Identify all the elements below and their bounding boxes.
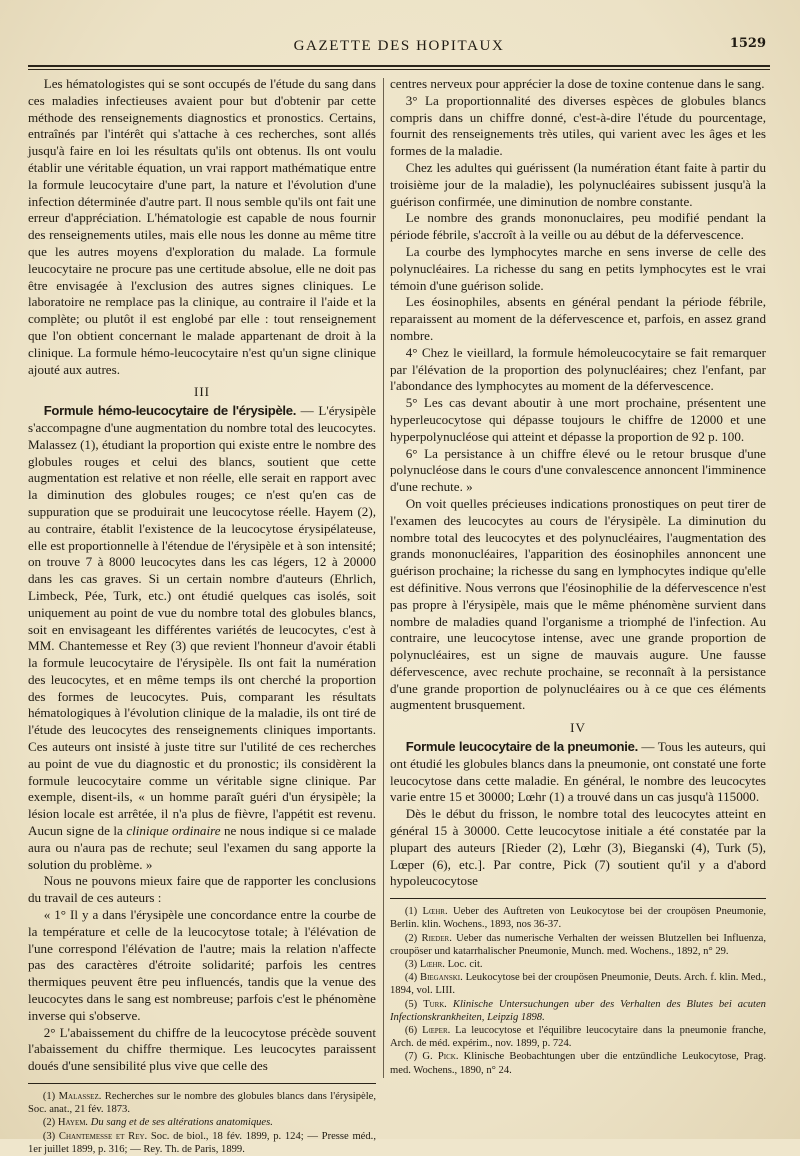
paragraph: On voit quelles précieuses indications pronostiques on peut tirer de l'examen des leucocytes au cours de l'érysipèle. La diminution du nombre total des leucocytes et des polynucléaires, l'augmentation des grands mononucléaires, l'apparition des éosinophiles annoncent une guérison prochaine; la richesse du sang en lymphocytes indique qu'elle est définitive. Nous verrons que l'éosinophilie de la défervescence n'est pas propre à l'érysipèle, mais que le même phénomène survient dans nombre de maladies quand l'organisme a triomphé de l'infection. Au contraire, une leucocytose intense, avec une grande proportion de polynucléaires, est un signe de mauvais augure. Une fausse défervescence, avec rechute prochaine, se reconnaît à la persistance d'une grande proportion de polynucléaires ou à ce que ces éléments augmentent brusquement.	[390, 495, 766, 713]
section-heading: Formule hémo-leucocytaire de l'érysipèle.	[43, 403, 297, 419]
paragraph: « 1° Il y a dans l'érysipèle une concordance entre la courbe de la température et celle de la leucocytose totale; à l'élévation de l'une correspond l'élévation de l'autre; mais la relation n'affecte pas des caractères d'étroite solidarité; parfois les centres thermiques peuvent être peu influencés, tandis que la venue des leucocytes dans le sang est nombreuse; parfois c'est le phénomène inverse qui s'observe.	[28, 907, 376, 1023]
section-text-end: ne nous indique si ce malade aura ou n'aura pas de rechute; seul l'examen du sang apporte la solution du problème. »	[28, 823, 377, 872]
footnote: (2) Hayem. Du sang et de ses altérations anatomiques.	[42, 1117, 273, 1129]
paragraph: 2° L'abaissement du chiffre de la leucocytose précède souvent l'abaissement du chiffre thermique. Les leucocytes paraissent doués d'une sensibilité plus vive que celle des	[28, 1024, 376, 1074]
page-number: 1529	[729, 36, 766, 51]
section-paragraph	[390, 739, 766, 806]
paragraph: Les hématologistes qui se sont occupés de l'étude du sang dans ces maladies infectieuses avaient pour but d'obtenir par cette méthode des renseignements diagnostics et pronostics. Certains, entraînés par l'intérêt qui s'attache à ces recherches, sont allés jusqu'à faire en loi les résultats qu'ils ont obtenus. Ils ont voulu établir une véritable équation, un vrai rapport mathématique entre la formule leucocytaire d'une part, la nature et l'évolution d'une infection déterminée d'autre part. Il nous semble qu'ils ont fait une erreur d'appréciation. L'hématologie est capable de nous fournir des renseignements utiles, mais elle nous les donne au même titre que les autres moyens d'exploration du malade. La formule leucocytaire ne procure pas une certitude absolue, elle ne doit pas être envisagée à l'exclusion des autres signes cliniques. Le laboratoire ne remplace pas la clinique, au contraire il l'aide et la complète; ou plutôt il est englobé par elle : tout renseignement que l'on obtient concernant le malade appartenant de droit à la clinique. La formule hémo-leucocytaire n'est qu'un signe clinique ajouté aux autres.	[28, 76, 376, 377]
paragraph: centres nerveux pour apprécier la dose de toxine contenue dans le sang.	[390, 76, 765, 91]
section-text: — Tous les auteurs, qui ont étudié les globules blancs dans la pneumonie, ont constaté une forte leucocytose dans cette maladie. En général, le nombre des leucocytes varie entre 15 et 30000; Lœhr (1) a trouvé dans un cas jusqu'à 115000.	[390, 739, 766, 805]
footnote: (6) Lœper. La leucocytose et l'équilibre leucocytaire dans la pneumonie franche, Arch. de méd. expérim., nov. 1899, p. 724.	[390, 1025, 766, 1050]
left-column	[28, 76, 376, 1156]
footnote: (3) Lœhr. Loc. cit.	[404, 959, 483, 971]
column-divider	[383, 78, 384, 1078]
footnote: (2) Rieder. Ueber das numerische Verhalten der weissen Blutzellen bei Influenza, croupöser und katarrhalischer Pneumonie, Munch. med. Wochens., 1892, n° 29.	[390, 932, 766, 957]
header-rule-thick	[28, 65, 770, 67]
footnote: (3) Chantemesse et Rey. Soc. de biol., 18 fév. 1899, p. 124; — Presse méd., 1er juillet 1899, p. 316; — Rey. Th. de Paris, 1899.	[28, 1130, 376, 1155]
footnote: (5) Turk. Klinische Untersuchungen uber des Verhalten des Blutes bei acuten Infectionskrankheiten, Leipzig 1898.	[390, 998, 766, 1023]
footnote: (1) Malassez. Recherches sur le nombre des globules blancs dans l'érysipèle, Soc. anat., 21 fév. 1873.	[28, 1091, 376, 1116]
header-rule-thin	[28, 69, 770, 70]
paragraph: 6° La persistance à un chiffre élevé ou le retour brusque d'une polynucléose dans le cours d'une convalescence annoncent l'imminence d'une rechute. »	[390, 445, 766, 495]
section-number: IV	[570, 720, 586, 736]
section-heading: Formule leucocytaire de la pneumonie.	[405, 739, 638, 755]
paragraph: Dès le début du frisson, le nombre total des leucocytes atteint en général 15 à 30000. Cette leucocytose initiale a été constatée par la plupart des auteurs [Rieder (2), Lœhr (3), Bieganski (4), Turk (5), Lœper (6), etc.]. Par contre, Pick (7) soutient qu'il y a d'abord hypoleucocytose	[390, 806, 766, 889]
section-text: — L'érysipèle s'accompagne d'une augmentation du nombre total des leucocytes. Malassez (1), étudiant la proportion qui existe entre le nombre des globules rouges et celui des blancs, soutient que cette augmentation est relative et non réelle, elle serait en rapport avec la diminution des globules rouges; ce n'est qu'en cas de suppuration que se produirait une leucocytose réelle. Hayem (2), au contraire, établit l'existence de la leucocytose érysipélateuse, elle est proportionnelle à l'étendue de l'érysipèle et à son intensité; on trouve 7 à 8000 leucocytes dans les cas légers, 12 à 20000 dans les cas graves. Si un certain nombre d'auteurs (Ehrlich, Limbeck, Pée, Turk, etc.) ont étudié quelques cas isolés, soit uniquement au point de vue du nombre total des globules blancs, soit en envisageant les différentes variétés de leucocytes, c'est à MM. Chantemesse et Rey (3) que revient l'honneur d'avoir établi la formule leucocytaire de l'érysipèle. Ils ont fait la numération des leucocytes, et en même temps ils ont cherché la proportion des formes de leucocytes. Puis, comparant les résultats hématologiques à l'évolution clinique de la maladie, ils ont tiré de l'étude des leucocytes des renseignements cliniques importants. Ces auteurs ont insisté à juste titre sur l'utilité de ces recherches au point de vue du diagnostic et du pronostic; ils considèrent la formule leucocytaire comme un véritable signe clinique. Par exemple, disent-ils, « un homme paraît guéri d'un érysipèle; la lésion locale est arrêtée, il n'a plus de fièvre, l'appétit est revenu. Aucun signe de la	[28, 403, 376, 839]
footnote-rule	[390, 898, 766, 899]
section-paragraph	[28, 403, 376, 873]
paragraph: 4° Chez le vieillard, la formule hémoleucocytaire se fait remarquer par l'élévation de la proportion des polynucléaires; chez l'enfant, par l'abondance des lymphocytes au moment de la défervescence.	[390, 344, 766, 394]
right-column	[390, 76, 766, 1077]
footnote: (7) G. Pick. Klinische Beobachtungen uber die entzündliche Leukocytose, Prag. med. Wochens., 1890, n° 24.	[390, 1051, 766, 1076]
emphasis-text: clinique ordinaire	[126, 823, 221, 839]
paragraph: La courbe des lymphocytes marche en sens inverse de celle des polynucléaires. La richesse du sang en petits lymphocytes est le vrai témoin d'une guérison solide.	[390, 243, 766, 293]
paragraph: 5° Les cas devant aboutir à une mort prochaine, présentent une hyperleucocytose qui dépasse toujours le chiffre de 12000 et une hyperpolynucléose qui atteint et dépasse la proportion de 92 p. 100.	[390, 395, 766, 444]
paragraph: 3° La proportionnalité des diverses espèces de globules blancs compris dans un chiffre donné, c'est-à-dire l'étude du pourcentage, fournit des renseignements très utiles, qui varient avec les âges et les formes de la maladie.	[390, 92, 766, 159]
footnote-rule	[28, 1083, 376, 1084]
paragraph: Nous ne pouvons mieux faire que de rapporter les conclusions du travail de ces auteurs :	[28, 873, 376, 906]
paragraph: Les éosinophiles, absents en général pendant la période fébrile, reparaissent au moment de la défervescence et, parfois, en assez grand nombre.	[390, 294, 766, 343]
section-number: III	[193, 384, 211, 400]
paragraph: Le nombre des grands mononuclaires, peu modifié pendant la période fébrile, s'accroît à la veille ou au début de la défervescence.	[390, 210, 766, 243]
page-header	[26, 36, 772, 60]
footnote: (4) Bieganski. Leukocytose bei der croupösen Pneumonie, Deuts. Arch. f. klin. Med., 1894, vol. LIII.	[390, 972, 766, 997]
running-title: GAZETTE DES HOPITAUX	[293, 38, 505, 54]
footnote: (1) Lœhr. Ueber des Auftreten von Leukocytose bei der croupösen Pneumonie, Berlin. klin. Wochens., 1893, nos 36-37.	[390, 906, 766, 931]
paragraph: Chez les adultes qui guérissent (la numération étant faite à partir du troisième jour de la maladie), les polynucléaires subissent jusqu'à la guérison confirmée, une diminution de nombre constante.	[390, 159, 766, 209]
